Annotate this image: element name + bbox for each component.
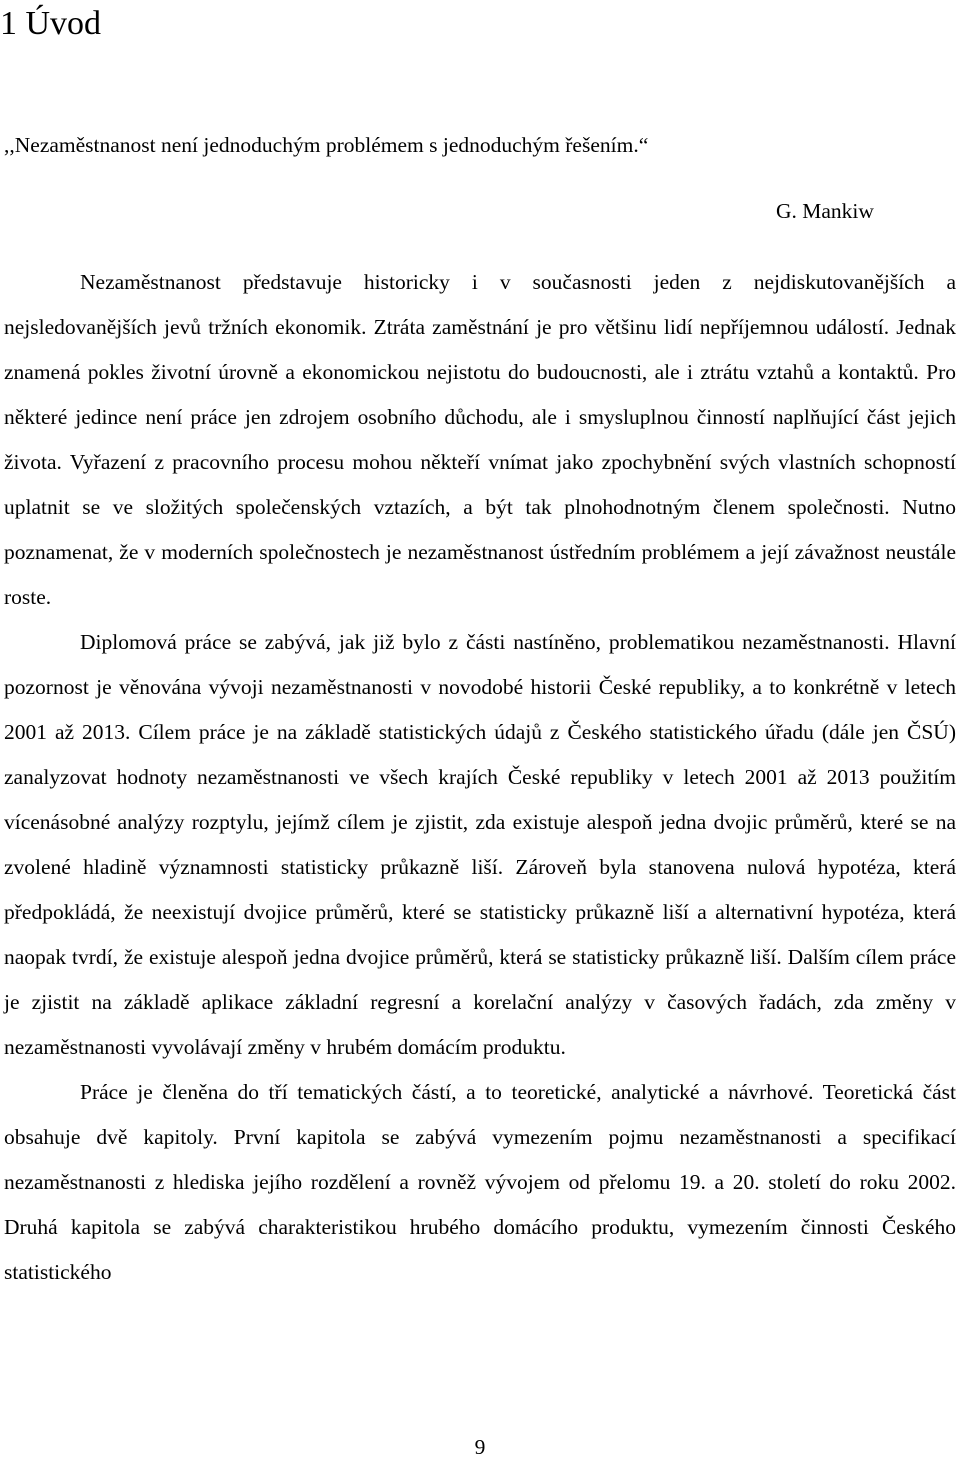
epigraph-quote: ,,Nezaměstnanost není jednoduchým problémem s jednoduchým řešením.“ <box>4 133 649 157</box>
paragraph-structure: Práce je členěna do tří tematických částí, a to teoretické, analytické a návrhové. Teoretická část obsahuje dvě kapitoly. První kapitola se zabývá vymezením pojmu nezaměstnanosti a specifikací nezaměstnanosti z hlediska jejího rozdělení a rovněž vývojem od přelomu 19. a 20. století do roku 2002. Druhá kapitola se zabývá charakteristikou hrubého domácího produktu, vymezením činnosti Českého statistického <box>4 1080 956 1284</box>
paragraph-goals: Diplomová práce se zabývá, jak již bylo z části nastíněno, problematikou nezaměstnanosti. Hlavní pozornost je věnována vývoji nezaměstnanosti v novodobé historii České republiky, a to konkrétně v letech 2001 až 2013. Cílem práce je na základě statistických údajů z Českého statistického úřadu (dále jen ČSÚ) zanalyzovat hodnoty nezaměstnanosti ve všech krajích České republiky v letech 2001 až 2013 použitím vícenásobné analýzy rozptylu, jejímž cílem je zjistit, zda existuje alespoň jedna dvojic průměrů, které se na zvolené hladině významnosti statisticky průkazně liší. Zároveň byla stanovena nulová hypotéza, která předpokládá, že neexistují dvojice průměrů, které se statisticky průkazně liší a alternativní hypotéza, která naopak tvrdí, že existuje alespoň jedna dvojice průměrů, která se statisticky průkazně liší. Dalším cílem práce je zjistit na základě aplikace základní regresní a korelační analýzy v časových řadách, zda změny v nezaměstnanosti vyvolávají změny v hrubém domácím produktu. <box>4 630 956 1059</box>
chapter-heading: 1 Úvod <box>0 5 102 42</box>
page-number: 9 <box>474 1435 486 1459</box>
paragraph-introduction: Nezaměstnanost představuje historicky i v současnosti jeden z nejdiskutovanějších a nejsledovanějších jevů tržních ekonomik. Ztráta zaměstnání je pro většinu lidí nepříjemnou událostí. Jednak znamená pokles životní úrovně a ekonomickou nejistotu do budoucnosti, ale i ztrátu vztahů a kontaktů. Pro některé jedince není práce jen zdrojem osobního důchodu, ale i smysluplnou činností naplňující část jejich života. Vyřazení z pracovního procesu mohou někteří vnímat jako zpochybnění svých vlastních schopností uplatnit se ve složitých společenských vztazích, a být tak plnohodnotným členem společnosti. Nutno poznamenat, že v moderních společnostech je nezaměstnanost ústředním problémem a její závažnost neustále roste. <box>4 270 956 609</box>
body-text <box>4 260 956 1295</box>
epigraph-author: G. Mankiw <box>776 199 874 223</box>
